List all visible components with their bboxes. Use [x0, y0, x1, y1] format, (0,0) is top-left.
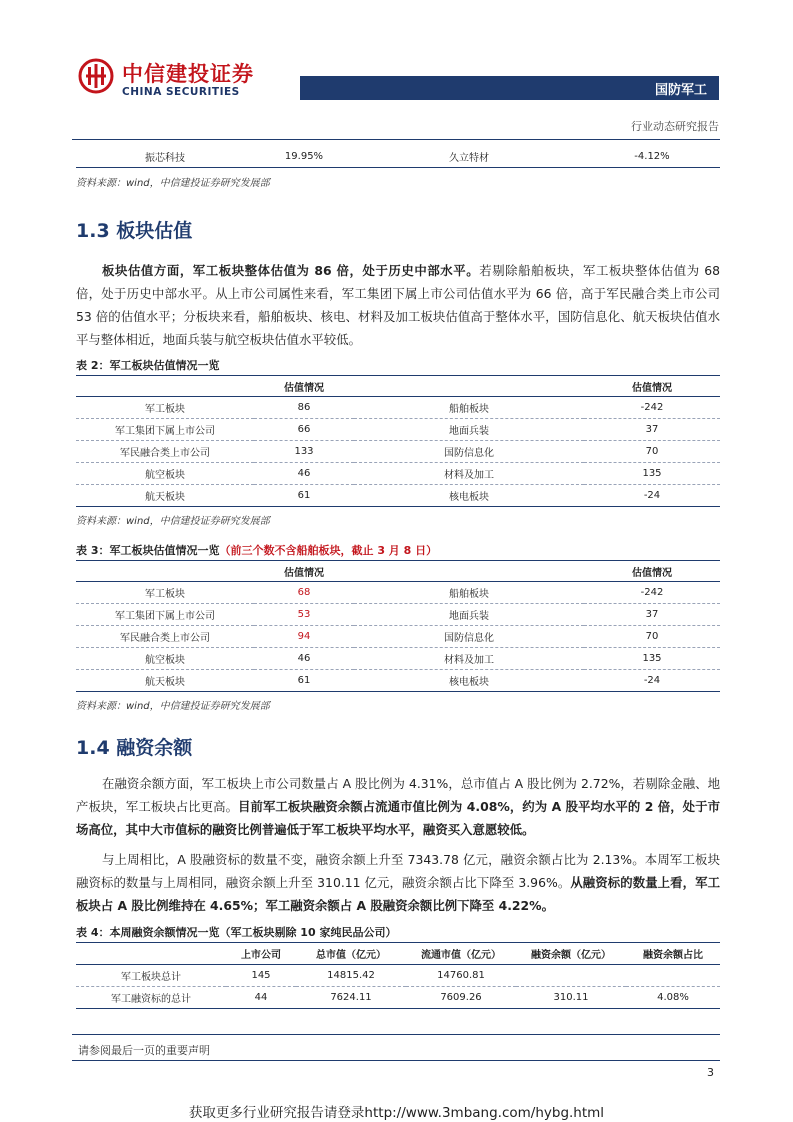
section-title-1-4: 1.4 融资余额	[76, 737, 193, 759]
para-text: 与上周相比，A 股融资标的数量不变，融资余额上升至 7343.78 亿元，融资余额占比为 2.13%。本周军工板块融资标的数量与上周相同，融资余额上升至 310.11 亿元，融资余额占比下降至 3.96%。	[76, 852, 720, 890]
table-cell: 310.11	[516, 987, 626, 1009]
table-cell: 44	[226, 987, 296, 1009]
table-cell: 135	[584, 648, 720, 670]
table-cell: -242	[584, 582, 720, 604]
section-1-4-paragraph-1	[76, 772, 720, 841]
table-cell-highlight: 68	[254, 582, 354, 604]
table3-title-note: （前三个数不含船舶板块，截止 3 月 8 日）	[219, 544, 438, 557]
table-cell: 核电板块	[354, 485, 584, 507]
table-cell	[626, 965, 720, 987]
table-cell: 7609.26	[406, 987, 516, 1009]
para-text: 在融资余额方面，军工板块上市公司数量占 A 股比例为 4.31%，总市值占 A 股比例为 2.72%，若剔除金融、地产板块，军工板块占比更高。	[76, 776, 720, 814]
table2	[76, 376, 720, 507]
table-cell: 国防信息化	[354, 626, 584, 648]
table-header-row	[76, 561, 720, 582]
table-row	[76, 441, 720, 463]
table-cell: 4.08%	[626, 987, 720, 1009]
table-cell: 7624.11	[296, 987, 406, 1009]
table-cell: 军工集团下属上市公司	[76, 419, 254, 441]
column-header: 估值情况	[254, 376, 354, 397]
table-cell: 材料及加工	[354, 648, 584, 670]
page-number: 3	[707, 1066, 714, 1079]
column-header: 估值情况	[254, 561, 354, 582]
prev-table	[76, 146, 720, 168]
table-cell: 航空板块	[76, 648, 254, 670]
table-cell: 船舶板块	[354, 582, 584, 604]
table-cell: 地面兵装	[354, 604, 584, 626]
table-cell: 61	[254, 485, 354, 507]
column-header: 估值情况	[584, 561, 720, 582]
brand-name-cn: 中信建投证券	[122, 62, 254, 86]
table4-title: 表 4：本周融资余额情况一览（军工板块剔除 10 家纯民品公司）	[76, 924, 720, 943]
table-cell: -24	[584, 670, 720, 692]
brand-name-en: CHINA SECURITIES	[122, 86, 240, 98]
section-title-1-3: 1.3 板块估值	[76, 220, 193, 242]
table-cell: 46	[254, 463, 354, 485]
table-cell: 66	[254, 419, 354, 441]
table-cell: 军民融合类上市公司	[76, 626, 254, 648]
table-row	[76, 582, 720, 604]
table-cell: 核电板块	[354, 670, 584, 692]
source-note: 资料来源：wind，中信建投证券研究发展部	[76, 516, 270, 527]
section-1-3-paragraph	[76, 259, 720, 351]
table-cell-highlight: 94	[254, 626, 354, 648]
column-header: 融资余额（亿元）	[516, 943, 626, 965]
para-bold: 目前军工板块融资余额占流通市值比例为 4.08%，约为 A 股平均水平的 2 倍，处于市场高位，其中大市值标的融资比例普遍低于军工板块平均水平，融资买入意愿较低。	[76, 799, 721, 837]
sector-banner	[300, 76, 719, 100]
sector-label: 国防军工	[654, 83, 707, 98]
more-reports-link[interactable]: 获取更多行业研究报告请登录http://www.3mbang.com/hybg.html	[188, 1105, 605, 1121]
table-cell: 军工集团下属上市公司	[76, 604, 254, 626]
table-cell: 国防信息化	[354, 441, 584, 463]
source-note: 资料来源：wind，中信建投证券研究发展部	[76, 701, 270, 712]
para-bold: 从融资标的数量上看，军工板块占 A 股比例维持在 4.65%；军工融资余额占 A 股融资余额比例下降至 4.22%。	[76, 875, 720, 913]
table-cell: 145	[226, 965, 296, 987]
table-cell: 14815.42	[296, 965, 406, 987]
table-cell: 军工板块	[76, 397, 254, 419]
table-cell: 61	[254, 670, 354, 692]
table-row	[76, 987, 720, 1009]
table-cell: 37	[584, 419, 720, 441]
table-cell: 70	[584, 626, 720, 648]
table-cell	[516, 965, 626, 987]
column-header: 估值情况	[584, 376, 720, 397]
table-cell: 军工板块总计	[76, 965, 226, 987]
table-cell: 久立特材	[354, 146, 584, 168]
table-cell: 军民融合类上市公司	[76, 441, 254, 463]
section-1-4-paragraph-2	[76, 848, 720, 917]
table-row	[76, 485, 720, 507]
table-cell: 振芯科技	[76, 146, 254, 168]
table-cell-highlight: 53	[254, 604, 354, 626]
table-cell: 70	[584, 441, 720, 463]
table-cell: 135	[584, 463, 720, 485]
source-note: 资料来源：wind，中信建投证券研究发展部	[76, 178, 270, 189]
column-header: 融资余额占比	[626, 943, 720, 965]
china-securities-logo-icon	[78, 58, 114, 94]
table-cell: 材料及加工	[354, 463, 584, 485]
para-text: 若剔除船舶板块，军工板块整体估值为 68 倍，处于历史中部水平。从上市公司属性来看，军工集团下属上市公司估值水平为 66 倍，高于军民融合类上市公司 53 倍的估值水平；分板块来看，船舶板块、核电、材料及加工板块估值高于整体水平，国防信息化、航天板块估值水平与整体相近，地面兵装与航空板块估值水平较低。	[76, 263, 720, 347]
table-cell: 133	[254, 441, 354, 463]
table-cell: -24	[584, 485, 720, 507]
column-header: 流通市值（亿元）	[406, 943, 516, 965]
table-cell: -4.12%	[584, 146, 720, 168]
table-row	[76, 463, 720, 485]
column-header	[76, 943, 226, 965]
table-cell: 航天板块	[76, 670, 254, 692]
table-row	[76, 419, 720, 441]
table-cell: 航空板块	[76, 463, 254, 485]
table-row	[76, 670, 720, 692]
table-cell: 19.95%	[254, 146, 354, 168]
table-header-row	[76, 943, 720, 965]
column-header: 总市值（亿元）	[296, 943, 406, 965]
table-cell: -242	[584, 397, 720, 419]
report-type: 行业动态研究报告	[631, 120, 719, 133]
table-row	[76, 648, 720, 670]
table-row	[76, 626, 720, 648]
table-cell: 军工板块	[76, 582, 254, 604]
table-cell: 37	[584, 604, 720, 626]
table-header-row	[76, 376, 720, 397]
table-cell: 14760.81	[406, 965, 516, 987]
table-row	[76, 604, 720, 626]
para-bold: 板块估值方面，军工板块整体估值为 86 倍，处于历史中部水平。	[102, 263, 480, 278]
table4	[76, 943, 720, 1009]
column-header: 上市公司	[226, 943, 296, 965]
table-row	[76, 965, 720, 987]
table3	[76, 561, 720, 692]
table-cell: 86	[254, 397, 354, 419]
table-cell: 军工融资标的总计	[76, 987, 226, 1009]
table-row	[76, 397, 720, 419]
table3-title-text: 表 3：军工板块估值情况一览	[76, 544, 220, 557]
footer-divider	[72, 1060, 720, 1061]
table3-title	[76, 542, 720, 561]
footer-divider	[72, 1034, 720, 1035]
table-cell: 航天板块	[76, 485, 254, 507]
disclaimer-note: 请参阅最后一页的重要声明	[78, 1044, 210, 1057]
table2-title: 表 2：军工板块估值情况一览	[76, 357, 720, 376]
header-divider	[72, 139, 720, 140]
table-row	[76, 146, 720, 168]
table-cell: 船舶板块	[354, 397, 584, 419]
table-cell: 46	[254, 648, 354, 670]
table-cell: 地面兵装	[354, 419, 584, 441]
